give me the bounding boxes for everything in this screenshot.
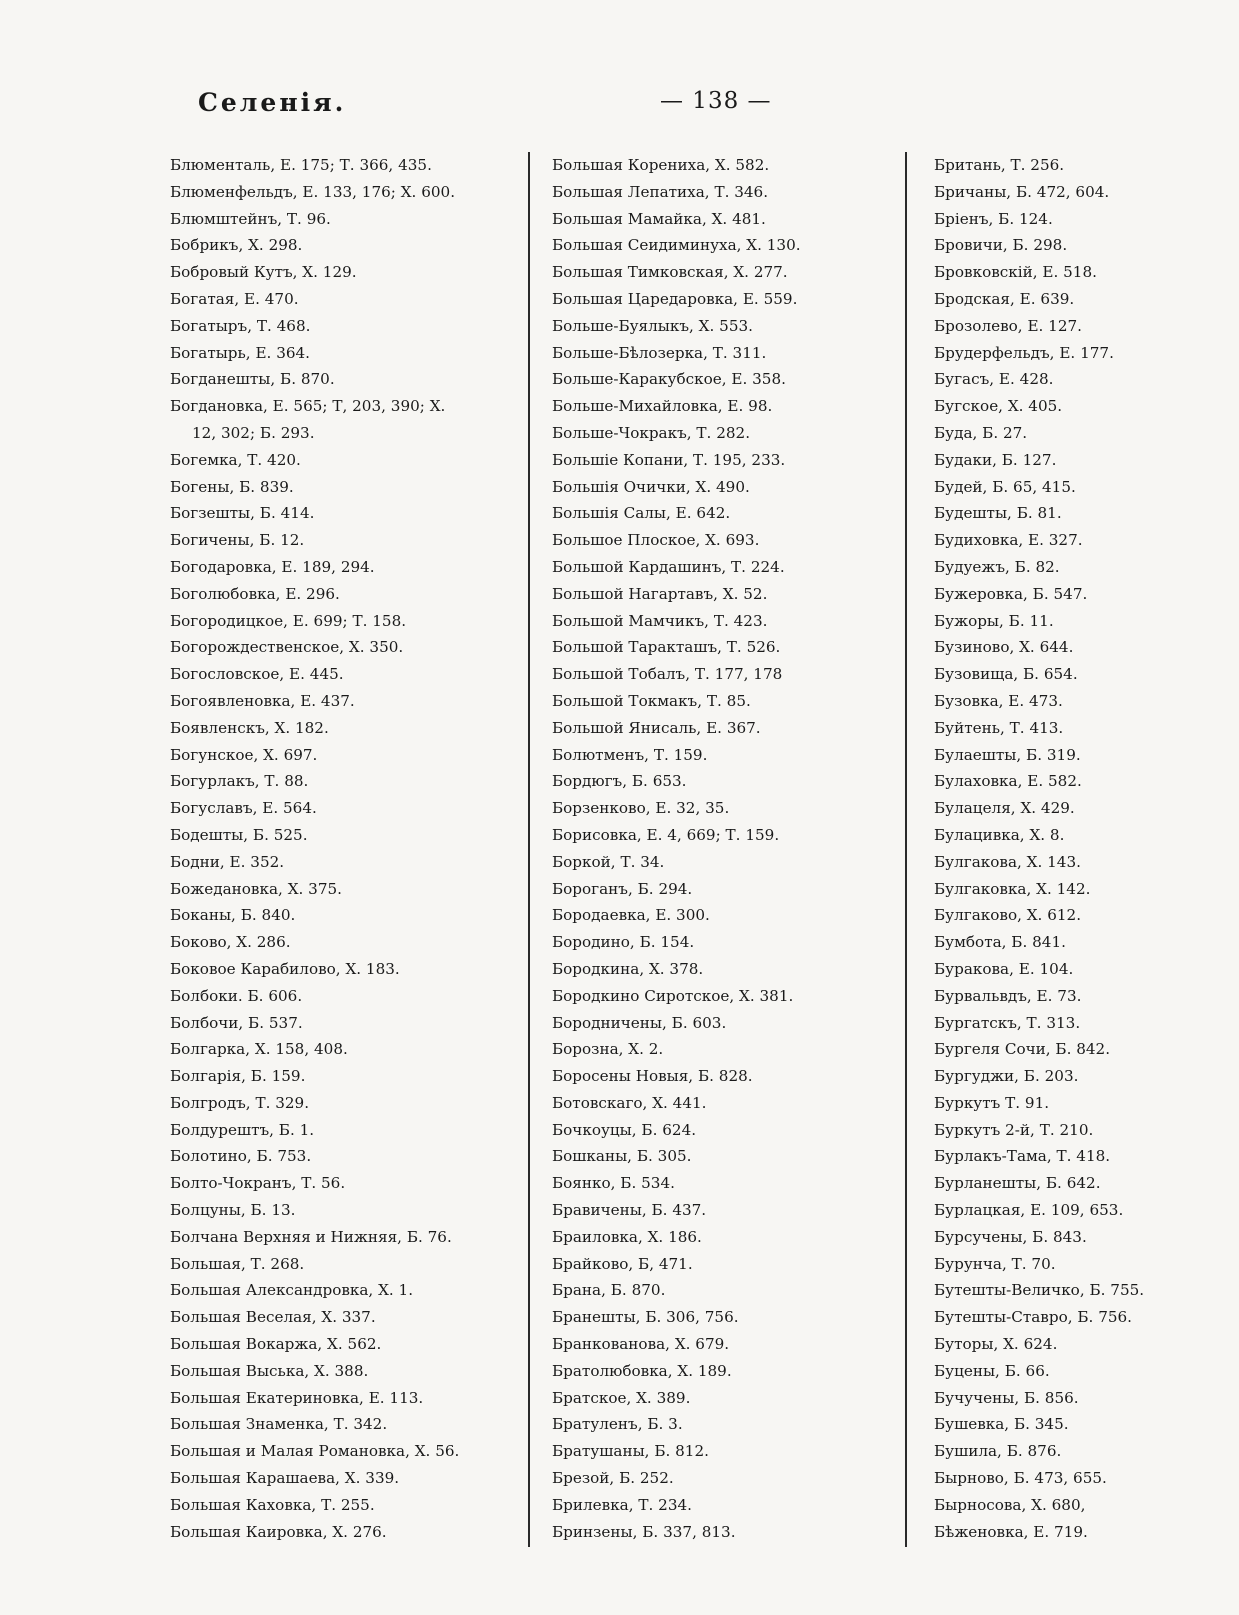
index-entry: Бырново, Б. 473, 655.	[934, 1469, 1107, 1488]
index-entry: Борисовка, Е. 4, 669; Т. 159.	[552, 825, 780, 844]
index-entry: Будаки, Б. 127.	[934, 450, 1057, 469]
index-entry: Больше-Буялыкъ, Х. 553.	[552, 316, 753, 335]
index-entry: Боковое Карабилово, Х. 183.	[170, 959, 400, 978]
index-entry: Болотино, Б. 753.	[170, 1147, 312, 1166]
index-entry: Большая Сеидиминуха, Х. 130.	[552, 236, 801, 255]
index-entry: Большое Плоское, Х. 693.	[552, 531, 760, 550]
index-entry: Ботовскаго, Х. 441.	[552, 1093, 707, 1112]
index-entry: Большой Токмакъ, Т. 85.	[552, 691, 751, 710]
index-entry: Бородаевка, Е. 300.	[552, 906, 710, 925]
index-entry: Бродская, Е. 639.	[934, 289, 1075, 308]
index-entry: Боканы, Б. 840.	[170, 906, 296, 925]
index-entry: Больше-Каракубское, Е. 358.	[552, 370, 786, 389]
index-entry: Бѣженовка, Е. 719.	[934, 1522, 1088, 1541]
index-entry-line: Богдановка, Е. 565; Т, 203, 390; Х.	[170, 397, 446, 416]
index-entry: Болгарія, Б. 159.	[170, 1067, 306, 1086]
index-entry: Боркой, Т. 34.	[552, 852, 665, 871]
index-entry: Большой Кардашинъ, Т. 224.	[552, 557, 785, 576]
index-entry: Будешты, Б. 81.	[934, 504, 1062, 523]
index-entry: Болдурештъ, Б. 1.	[170, 1120, 315, 1139]
index-entry: Боявленскъ, Х. 182.	[170, 718, 329, 737]
index-entry: Большая Александровка, Х. 1.	[170, 1281, 414, 1300]
index-entry: Брудерфельдъ, Е. 177.	[934, 343, 1114, 362]
index-entry: Бравичены, Б. 437.	[552, 1201, 707, 1220]
index-entry: Буйтень, Т. 413.	[934, 718, 1064, 737]
index-entry: Братолюбовка, Х. 189.	[552, 1361, 732, 1380]
index-entry: Большая Веселая, Х. 337.	[170, 1308, 376, 1327]
index-entry: Бодешты, Б. 525.	[170, 825, 308, 844]
index-entry: Бранкованова, Х. 679.	[552, 1335, 730, 1354]
index-entry: Бріенъ, Б. 124.	[934, 209, 1053, 228]
index-entry: Бургеля Сочи, Б. 842.	[934, 1040, 1111, 1059]
index-entry: Блюмштейнъ, Т. 96.	[170, 209, 331, 228]
index-entry: Буцены, Б. 66.	[934, 1361, 1050, 1380]
index-entry: Большой Мамчикъ, Т. 423.	[552, 611, 768, 630]
index-column-2	[552, 152, 892, 1545]
index-entry: Браиловка, Х. 186.	[552, 1227, 702, 1246]
index-entry: Бугское, Х. 405.	[934, 397, 1063, 416]
index-entry: Болютменъ, Т. 159.	[552, 745, 708, 764]
index-entry: Бровичи, Б. 298.	[934, 236, 1068, 255]
index-entry: Булаховка, Е. 582.	[934, 772, 1082, 791]
index-entry: Бушила, Б. 876.	[934, 1442, 1062, 1461]
index-entry: Бургуджи, Б. 203.	[934, 1067, 1079, 1086]
index-entry: Большая Знаменка, Т. 342.	[170, 1415, 388, 1434]
index-entry: Бордюгъ, Б. 653.	[552, 772, 687, 791]
index-entry: Братуленъ, Б. 3.	[552, 1415, 683, 1434]
index-entry: Больше-Чокракъ, Т. 282.	[552, 423, 751, 442]
index-entry: Боянко, Б. 534.	[552, 1174, 675, 1193]
index-entry: Булацивка, Х. 8.	[934, 825, 1065, 844]
index-entry: Бурвальвдъ, Е. 73.	[934, 986, 1082, 1005]
index-entry: Борзенково, Е. 32, 35.	[552, 799, 730, 818]
index-entry: Бобрикъ, Х. 298.	[170, 236, 303, 255]
index-entry: Богатая, Е. 470.	[170, 289, 299, 308]
index-entry: Брилевка, Т. 234.	[552, 1495, 692, 1514]
index-entry: Бочкоуцы, Б. 624.	[552, 1120, 697, 1139]
index-entry: Большая Выська, Х. 388.	[170, 1361, 369, 1380]
index-entry: Большая Царедаровка, Е. 559.	[552, 289, 798, 308]
index-entry: Буда, Б. 27.	[934, 423, 1028, 442]
index-entry: Бричаны, Б. 472, 604.	[934, 182, 1110, 201]
index-entry: Болцуны, Б. 13.	[170, 1201, 296, 1220]
index-entry: Бородкина, Х. 378.	[552, 959, 704, 978]
index-entry: Болгродъ, Т. 329.	[170, 1093, 310, 1112]
index-entry: Бужоры, Б. 11.	[934, 611, 1054, 630]
index-entry: Богданешты, Б. 870.	[170, 370, 335, 389]
index-entry-continuation: 12, 302; Б. 293.	[192, 423, 315, 442]
index-entry: Богуславъ, Е. 564.	[170, 799, 317, 818]
index-entry: Бурсучены, Б. 843.	[934, 1227, 1087, 1246]
index-entry: Бумбота, Б. 841.	[934, 933, 1066, 952]
index-entry: Будуежъ, Б. 82.	[934, 557, 1060, 576]
index-entry: Бутешты-Величко, Б. 755.	[934, 1281, 1145, 1300]
section-title: Селенія.	[198, 88, 347, 117]
index-entry: Богичены, Б. 12.	[170, 531, 305, 550]
index-entry: Бузовка, Е. 473.	[934, 691, 1063, 710]
index-entry: Борозна, Х. 2.	[552, 1040, 664, 1059]
index-entry: Блюменфельдъ, Е. 133, 176; Х. 600.	[170, 182, 456, 201]
index-entry: Большой Янисаль, Е. 367.	[552, 718, 761, 737]
index-entry: Бузовища, Б. 654.	[934, 665, 1078, 684]
index-entry: Большой Тобалъ, Т. 177, 178	[552, 665, 783, 684]
index-entry: Бурланешты, Б. 642.	[934, 1174, 1101, 1193]
index-entry: Большая Вокаржа, Х. 562.	[170, 1335, 382, 1354]
column-divider	[528, 152, 530, 1547]
index-entry: Брана, Б. 870.	[552, 1281, 666, 1300]
column-divider	[905, 152, 907, 1547]
index-entry: Брозолево, Е. 127.	[934, 316, 1082, 335]
index-entry: Бороганъ, Б. 294.	[552, 879, 693, 898]
index-entry: Болчана Верхняя и Нижняя, Б. 76.	[170, 1227, 452, 1246]
index-entry: Бужеровка, Б. 547.	[934, 584, 1088, 603]
index-entry: Бошканы, Б. 305.	[552, 1147, 692, 1166]
index-entry: Большіе Копани, Т. 195, 233.	[552, 450, 786, 469]
index-entry: Богатырь, Е. 364.	[170, 343, 311, 362]
index-entry: Будиховка, Е. 327.	[934, 531, 1083, 550]
index-entry: Богоявленовка, Е. 437.	[170, 691, 355, 710]
index-entry: Боково, Х. 286.	[170, 933, 291, 952]
index-entry: Богемка, Т. 420.	[170, 450, 301, 469]
index-entry: Булгаковка, Х. 142.	[934, 879, 1091, 898]
index-entry: Большая Каховка, Т. 255.	[170, 1495, 375, 1514]
index-entry: Бурунча, Т. 70.	[934, 1254, 1056, 1273]
index-entry: Буторы, Х. 624.	[934, 1335, 1058, 1354]
index-entry: Богородицкое, Е. 699; Т. 158.	[170, 611, 407, 630]
index-entry: Боголюбовка, Е. 296.	[170, 584, 340, 603]
index-entry: Богунское, Х. 697.	[170, 745, 318, 764]
index-entry: Бузиново, Х. 644.	[934, 638, 1074, 657]
index-entry: Божедановка, Х. 375.	[170, 879, 342, 898]
index-column-3	[934, 152, 1224, 1545]
index-entry: Братское, Х. 389.	[552, 1388, 691, 1407]
index-entry: Брезой, Б. 252.	[552, 1469, 674, 1488]
index-entry: Большой Таракташъ, Т. 526.	[552, 638, 781, 657]
index-entry: Блюменталь, Е. 175; Т. 366, 435.	[170, 156, 432, 174]
index-entry: Буркутъ 2-й, Т. 210.	[934, 1120, 1094, 1139]
index-entry: Бородкино Сиротское, Х. 381.	[552, 986, 794, 1005]
index-entry: Британь, Т. 256.	[934, 156, 1065, 174]
index-entry: Бучучены, Б. 856.	[934, 1388, 1079, 1407]
index-entry: Булгаково, Х. 612.	[934, 906, 1082, 925]
index-entry: Бодни, Е. 352.	[170, 852, 285, 871]
index-entry: Бранешты, Б. 306, 756.	[552, 1308, 739, 1327]
index-entry: Болбоки. Б. 606.	[170, 986, 303, 1005]
index-entry: Большія Очички, Х. 490.	[552, 477, 750, 496]
index-entry: Болгарка, Х. 158, 408.	[170, 1040, 348, 1059]
index-entry: Бородино, Б. 154.	[552, 933, 695, 952]
index-entry: Болто-Чокранъ, Т. 56.	[170, 1174, 346, 1193]
index-entry: Большой Нагартавъ, Х. 52.	[552, 584, 768, 603]
index-entry: Булацеля, Х. 429.	[934, 799, 1075, 818]
index-entry: Булаешты, Б. 319.	[934, 745, 1081, 764]
index-entry: Богословское, Е. 445.	[170, 665, 344, 684]
index-entry: Большая Корениха, Х. 582.	[552, 156, 770, 174]
index-entry: Брайково, Б, 471.	[552, 1254, 693, 1273]
index-entry: Большая Екатериновка, Е. 113.	[170, 1388, 424, 1407]
index-entry: Братушаны, Б. 812.	[552, 1442, 709, 1461]
index-entry: Будей, Б. 65, 415.	[934, 477, 1076, 496]
index-entry: Богурлакъ, Т. 88.	[170, 772, 309, 791]
index-entry: Бутешты-Ставро, Б. 756.	[934, 1308, 1133, 1327]
index-entry: Богодаровка, Е. 189, 294.	[170, 557, 375, 576]
index-entry: Бровковскій, Е. 518.	[934, 263, 1097, 282]
index-entry: Бринзены, Б. 337, 813.	[552, 1522, 736, 1541]
index-entry: Богорождественское, Х. 350.	[170, 638, 404, 657]
index-entry: Бырносова, Х. 680,	[934, 1495, 1086, 1514]
index-entry: Болбочи, Б. 537.	[170, 1013, 303, 1032]
index-entry: Большая Лепатиха, Т. 346.	[552, 182, 769, 201]
page-number: — 138 —	[660, 88, 772, 114]
index-entry: Богзешты, Б. 414.	[170, 504, 315, 523]
index-entry: Бурлацкая, Е. 109, 653.	[934, 1201, 1124, 1220]
index-entry: Богены, Б. 839.	[170, 477, 294, 496]
index-entry: Большая, Т. 268.	[170, 1254, 305, 1273]
index-entry: Буркутъ Т. 91.	[934, 1093, 1050, 1112]
index-entry: Бобровый Кутъ, Х. 129.	[170, 263, 357, 282]
index-entry: Большая Каировка, Х. 276.	[170, 1522, 387, 1541]
index-entry: Большая Тимковская, Х. 277.	[552, 263, 788, 282]
index-entry: Большая Карашаева, Х. 339.	[170, 1469, 400, 1488]
index-entry: Бургатскъ, Т. 313.	[934, 1013, 1081, 1032]
index-entry: Бугасъ, Е. 428.	[934, 370, 1054, 389]
index-entry: Большая Мамайка, Х. 481.	[552, 209, 766, 228]
index-entry: Буракова, Е. 104.	[934, 959, 1074, 978]
index-entry: Булгакова, Х. 143.	[934, 852, 1081, 871]
index-entry: Больше-Михайловка, Е. 98.	[552, 397, 773, 416]
index-entry	[170, 393, 510, 447]
index-entry: Бурлакъ-Тама, Т. 418.	[934, 1147, 1111, 1166]
index-entry: Боросены Новыя, Б. 828.	[552, 1067, 753, 1086]
index-entry: Большая и Малая Романовка, Х. 56.	[170, 1442, 460, 1461]
index-entry: Больше-Бѣлозерка, Т. 311.	[552, 343, 767, 362]
index-entry: Большія Салы, Е. 642.	[552, 504, 731, 523]
index-entry: Бушевка, Б. 345.	[934, 1415, 1069, 1434]
index-entry: Богатыръ, Т. 468.	[170, 316, 311, 335]
index-entry: Бородничены, Б. 603.	[552, 1013, 727, 1032]
index-column-1	[170, 152, 510, 1545]
